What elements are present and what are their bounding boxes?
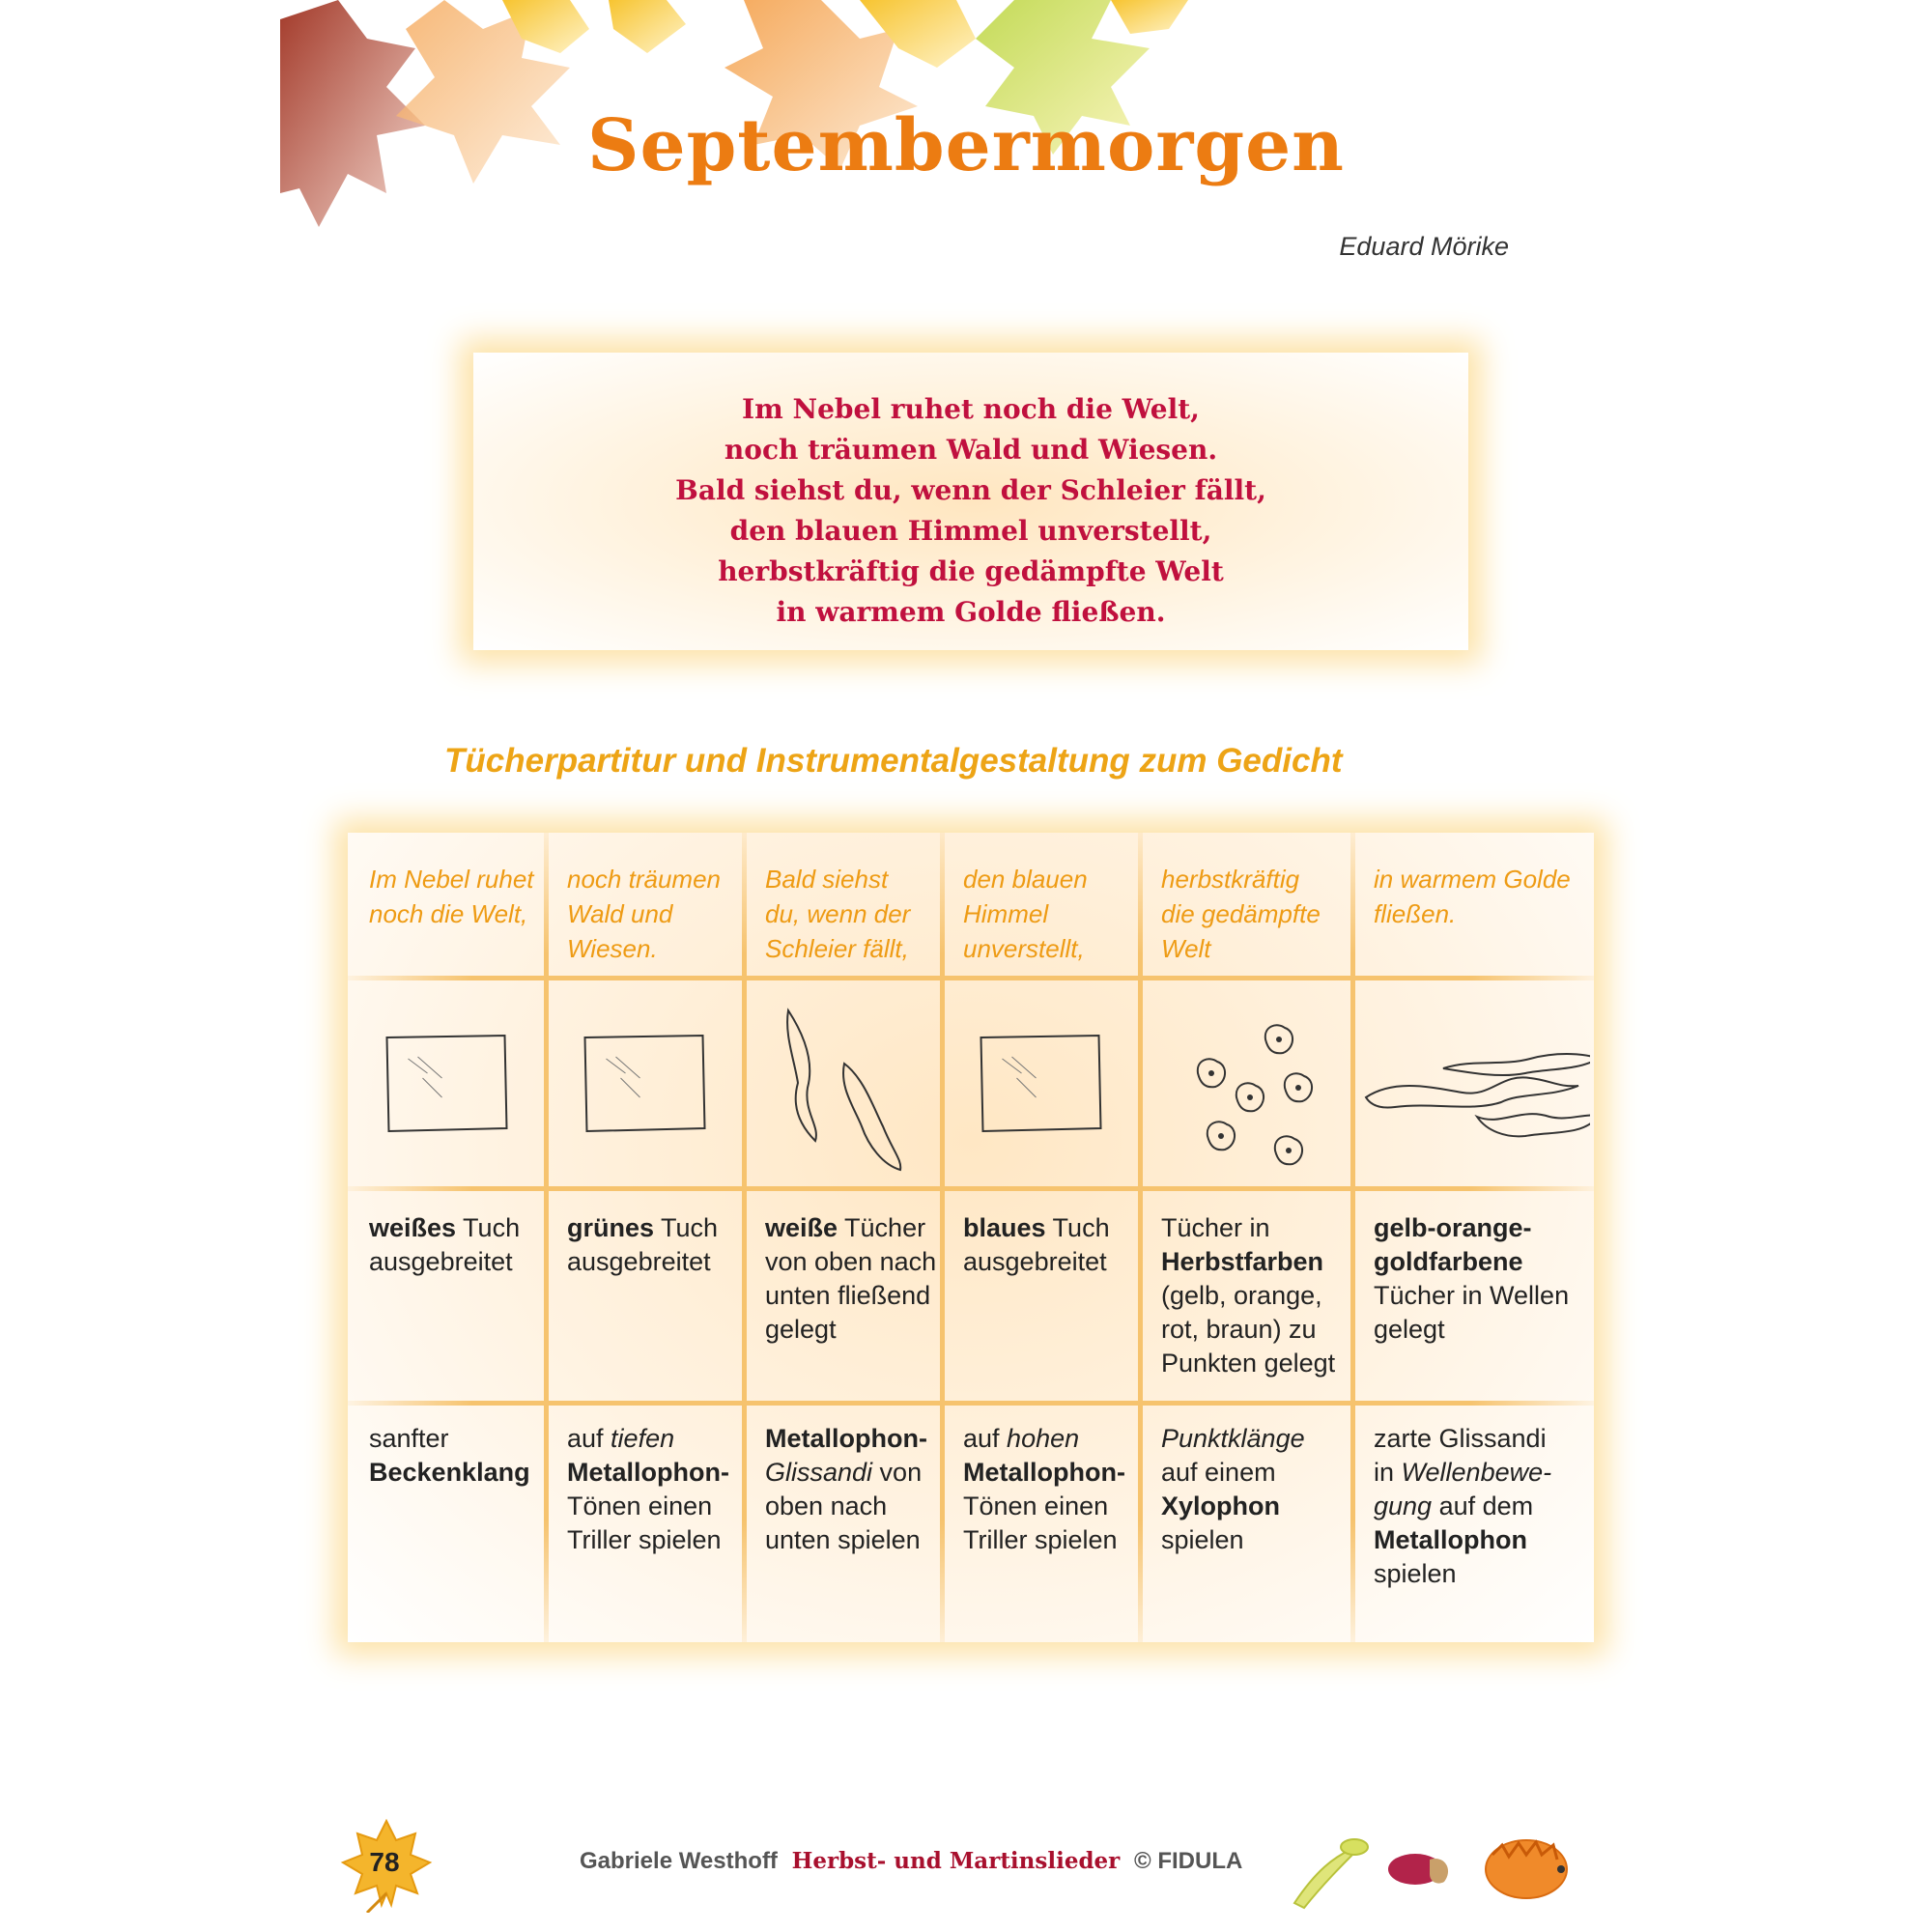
column-heading (1161, 862, 1354, 966)
column-heading-line: herbstkräftig (1161, 865, 1300, 894)
section-subtitle: Tücherpartitur und Instrumentalgestaltung zum Gedicht (444, 742, 1343, 780)
poem-line: herbstkräftig die gedämpfte Welt (718, 555, 1224, 587)
footer-author: Gabriele Westhoff (580, 1848, 778, 1874)
cloth-description: weiße Tücher von oben nach unten fließend gelegt (765, 1213, 937, 1344)
column-heading-line: fließen. (1374, 899, 1457, 928)
instrument-description: auf tiefen Metallophon- Tönen einen Triller spielen (567, 1424, 729, 1554)
column-heading-line: unverstellt, (963, 934, 1085, 963)
column-heading-line: du, wenn der (765, 899, 911, 928)
column-heading-line: Welt (1161, 934, 1211, 963)
poem-text (473, 389, 1468, 633)
instrument-description: sanfter Beckenklang (369, 1424, 530, 1487)
instrument-description: Punktklänge auf einem Xylophon spielen (1161, 1424, 1305, 1554)
column-heading (567, 862, 746, 966)
column-heading (765, 862, 944, 966)
cloth-square-icon (550, 981, 740, 1188)
instrument-description: Metallophon- Glissandi von oben nach unten spielen (765, 1424, 927, 1554)
falling-cloths-icon (748, 981, 938, 1188)
footer-book-title: Herbst- und Martinslieder (791, 1848, 1121, 1874)
instrument-description: zarte Glissandi in Wellenbewe- gung auf dem Metallophon spielen (1374, 1424, 1552, 1588)
column-heading-line: Bald siehst (765, 865, 889, 894)
cloth-score-table (348, 833, 1594, 1642)
cloth-square-icon (352, 981, 542, 1188)
column-heading-line: in warmem Golde (1374, 865, 1571, 894)
cloth-description: gelb-orange- goldfarbene Tücher in Wellen gelegt (1374, 1213, 1570, 1344)
cloth-description: grünes Tuch ausgebreitet (567, 1213, 719, 1276)
poem-line: noch träumen Wald und Wiesen. (724, 434, 1218, 466)
hedgehog-icon (1486, 1840, 1567, 1898)
column-heading (369, 862, 548, 931)
column-heading (1374, 862, 1596, 931)
maple-seed-icon (1294, 1839, 1368, 1908)
poem-line: in warmem Golde fließen. (776, 596, 1166, 628)
poem-line: Im Nebel ruhet noch die Welt, (742, 393, 1200, 425)
acorn-icon (1388, 1854, 1448, 1885)
cloth-square-icon (946, 981, 1136, 1188)
poem-box (473, 353, 1468, 650)
column-heading-line: Wiesen. (567, 934, 658, 963)
column-heading-line: die gedämpfte (1161, 899, 1321, 928)
cloth-waves-icon (1356, 981, 1590, 1188)
footer-decoration (1285, 1816, 1575, 1913)
row-divider (348, 976, 1594, 980)
poem-line: Bald siehst du, wenn der Schleier fällt, (675, 474, 1266, 506)
column-heading-line: noch die Welt, (369, 899, 528, 928)
footer-publisher: © FIDULA (1133, 1848, 1243, 1874)
column-heading-line: Im Nebel ruhet (369, 865, 534, 894)
page-number: 78 (369, 1847, 400, 1877)
column-heading-line: Wald und (567, 899, 673, 928)
column-heading-line: Himmel (963, 899, 1049, 928)
poem-line: den blauen Himmel unverstellt, (729, 515, 1212, 547)
footer-credit (580, 1848, 1352, 1875)
poem-author: Eduard Mörike (1339, 232, 1509, 261)
cloth-description: weißes Tuch ausgebreitet (369, 1213, 521, 1276)
column-heading-line: den blauen (963, 865, 1088, 894)
instrument-description: auf hohen Metallophon- Tönen einen Triller spielen (963, 1424, 1125, 1554)
column-heading (963, 862, 1142, 966)
cloth-description: Tücher in Herbstfarben (gelb, orange, rot, braun) zu Punkten gelegt (1161, 1213, 1336, 1378)
column-heading-line: noch träumen (567, 865, 721, 894)
row-divider (348, 1401, 1594, 1406)
cloth-dots-icon (1144, 981, 1349, 1188)
page-title: Septembermorgen (587, 104, 1345, 187)
cloth-description: blaues Tuch ausgebreitet (963, 1213, 1110, 1276)
column-heading-line: Schleier fällt, (765, 934, 909, 963)
